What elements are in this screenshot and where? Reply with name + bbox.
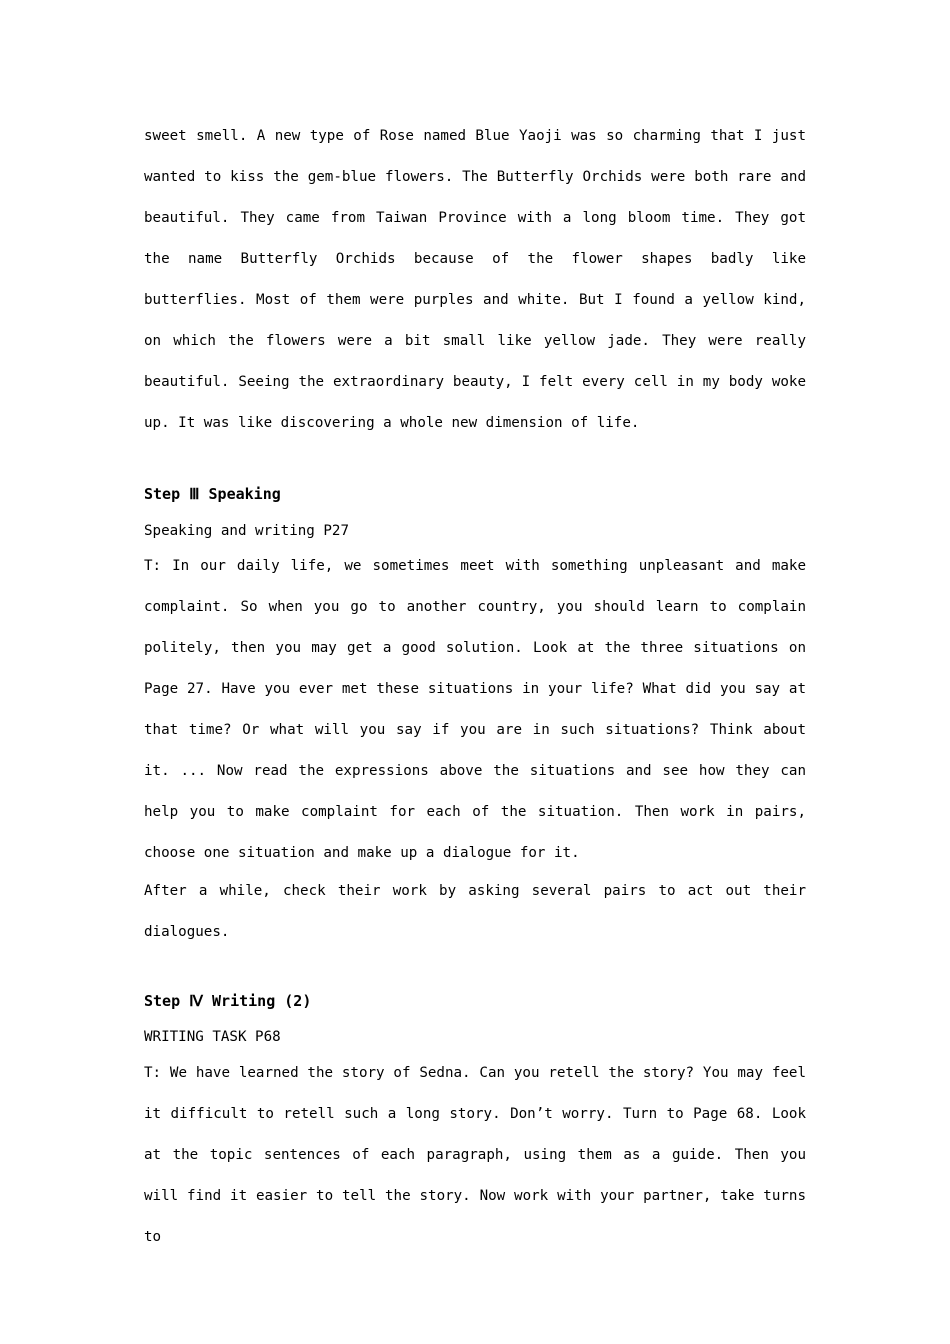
paragraph-orchids: sweet smell. A new type of Rose named Blue Yaoji was so charming that I just wanted to kiss the gem-blue flowers. The Butterfly Orchids were both rare and beautiful. They came from Taiwan Province with a long bloom time. They got the name Butterfly Orchids because of the flower shapes badly like butterflies. Most of them were purples and white. But I found a yellow kind, on which the flowers were a bit small like yellow jade. They were really beautiful. Seeing the extraordinary beauty, I felt every cell in my body woke up. It was like discovering a whole new dimension of life. (144, 128, 806, 431)
step-3-paragraph-2: After a while, check their work by asking several pairs to act out their dialogues. (144, 883, 806, 940)
step-4-subheading: WRITING TASK P68 (144, 1029, 281, 1045)
step-4-paragraph: T: We have learned the story of Sedna. Can you retell the story? You may feel it difficult to retell such a long story. Don’t worry. Turn to Page 68. Look at the topic sentences of each paragraph, using them as a guide. Then you will find it easier to tell the story. Now work with your partner, take turns to (144, 1065, 806, 1245)
step-3-heading: Step Ⅲ Speaking (144, 485, 281, 503)
step-3-paragraph: T: In our daily life, we sometimes meet with something unpleasant and make complaint. So when you go to another country, you should learn to complain politely, then you may get a good solution. Look at the three situations on Page 27. Have you ever met these situations in your life? What did you say at that time? Or what will you say if you are in such situations? Think about it. ... Now read the expressions above the situations and see how they can help you to make complaint for each of the situation. Then work in pairs, choose one situation and make up a dialogue for it. (144, 558, 806, 861)
step-4-heading: Step Ⅳ Writing (2) (144, 992, 312, 1010)
step-3-subheading: Speaking and writing P27 (144, 523, 349, 539)
